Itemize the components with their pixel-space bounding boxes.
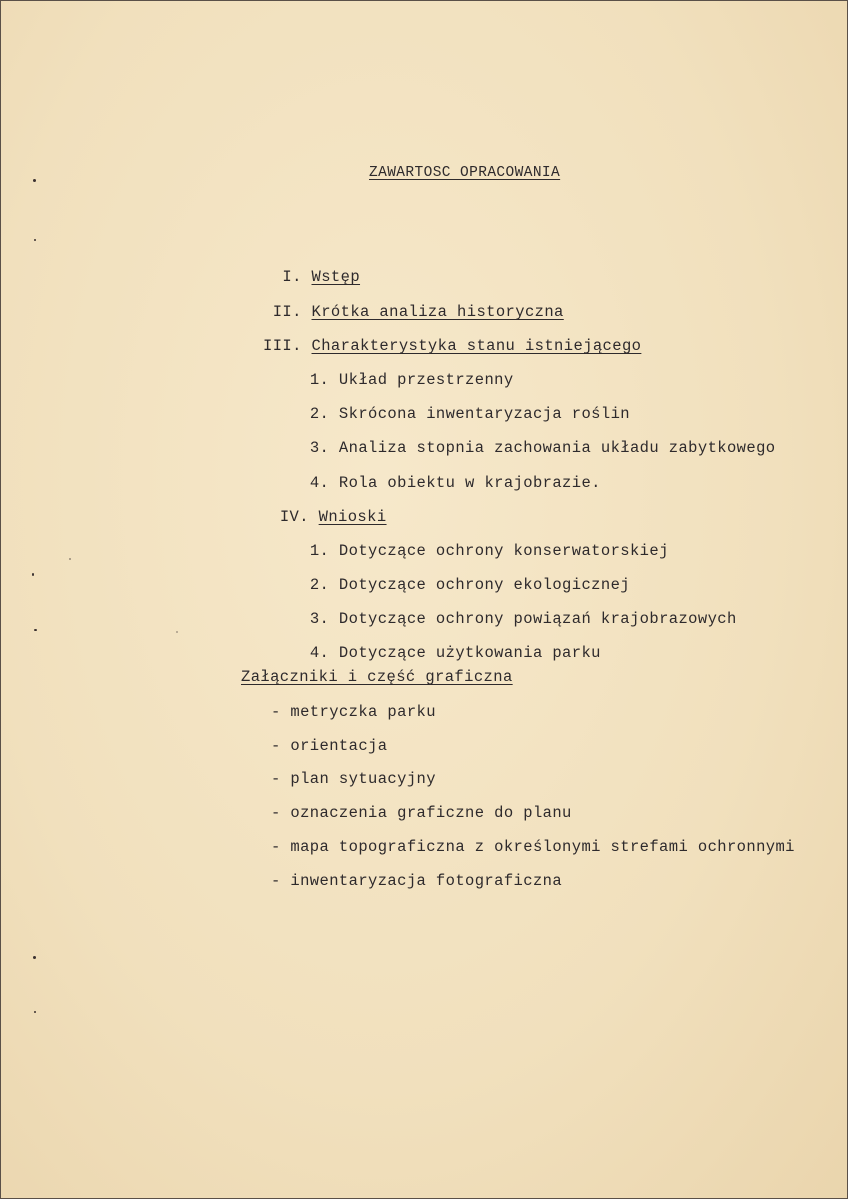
scan-speck <box>33 179 36 182</box>
scan-speck <box>69 558 71 560</box>
toc-section-number: II. <box>272 303 302 321</box>
toc-subitem-number: 4. <box>309 474 330 492</box>
toc-subitem-number: 2. <box>309 405 330 423</box>
document-title: ZAWARTOSC OPRACOWANIA <box>369 165 561 181</box>
scan-speck <box>34 629 37 631</box>
toc-subitem-label: Skrócona inwentaryzacja roślin <box>338 405 630 423</box>
toc-subitem-number: 2. <box>309 576 330 594</box>
attachment-item: - metryczka parku <box>271 703 436 721</box>
toc-section-number: I. <box>282 268 302 286</box>
toc-subitem-number: 1. <box>309 371 330 389</box>
toc-section-label: Wnioski <box>318 508 387 526</box>
toc-subitem-label: Układ przestrzenny <box>338 371 514 389</box>
attachment-item: - oznaczenia graficzne do planu <box>271 804 572 822</box>
toc-subitem-number: 4. <box>309 644 330 662</box>
toc-section-number: III. <box>263 337 302 355</box>
attachment-item: - mapa topograficzna z określonymi strefami ochronnymi <box>271 838 795 856</box>
attachment-item: - plan sytuacyjny <box>271 770 436 788</box>
toc-section-label: Wstęp <box>311 268 361 286</box>
toc-subitem-number: 3. <box>309 610 330 628</box>
toc-section-label: Krótka analiza historyczna <box>311 303 564 321</box>
toc-section-number: IV. <box>279 508 309 526</box>
scan-speck <box>33 956 36 959</box>
toc-subitem-label: Dotyczące ochrony ekologicznej <box>338 576 630 594</box>
scan-speck <box>34 239 36 241</box>
toc-subitem-number: 1. <box>309 542 330 560</box>
toc-subitem-label: Rola obiektu w krajobrazie. <box>338 474 601 492</box>
attachments-heading: Załączniki i część graficzna <box>241 668 513 686</box>
scan-speck <box>32 573 34 576</box>
attachment-item: - orientacja <box>271 737 388 755</box>
toc-subitem-label: Dotyczące ochrony powiązań krajobrazowych <box>338 610 737 628</box>
toc-subitem-label: Dotyczące użytkowania parku <box>338 644 601 662</box>
scan-speck <box>176 631 178 633</box>
toc-subitem-label: Analiza stopnia zachowania układu zabytkowego <box>338 439 776 457</box>
toc-section-label: Charakterystyka stanu istniejącego <box>311 337 642 355</box>
scan-speck <box>34 1011 36 1013</box>
attachment-item: - inwentaryzacja fotograficzna <box>271 872 563 890</box>
toc-subitem-number: 3. <box>309 439 330 457</box>
toc-subitem-label: Dotyczące ochrony konserwatorskiej <box>338 542 669 560</box>
